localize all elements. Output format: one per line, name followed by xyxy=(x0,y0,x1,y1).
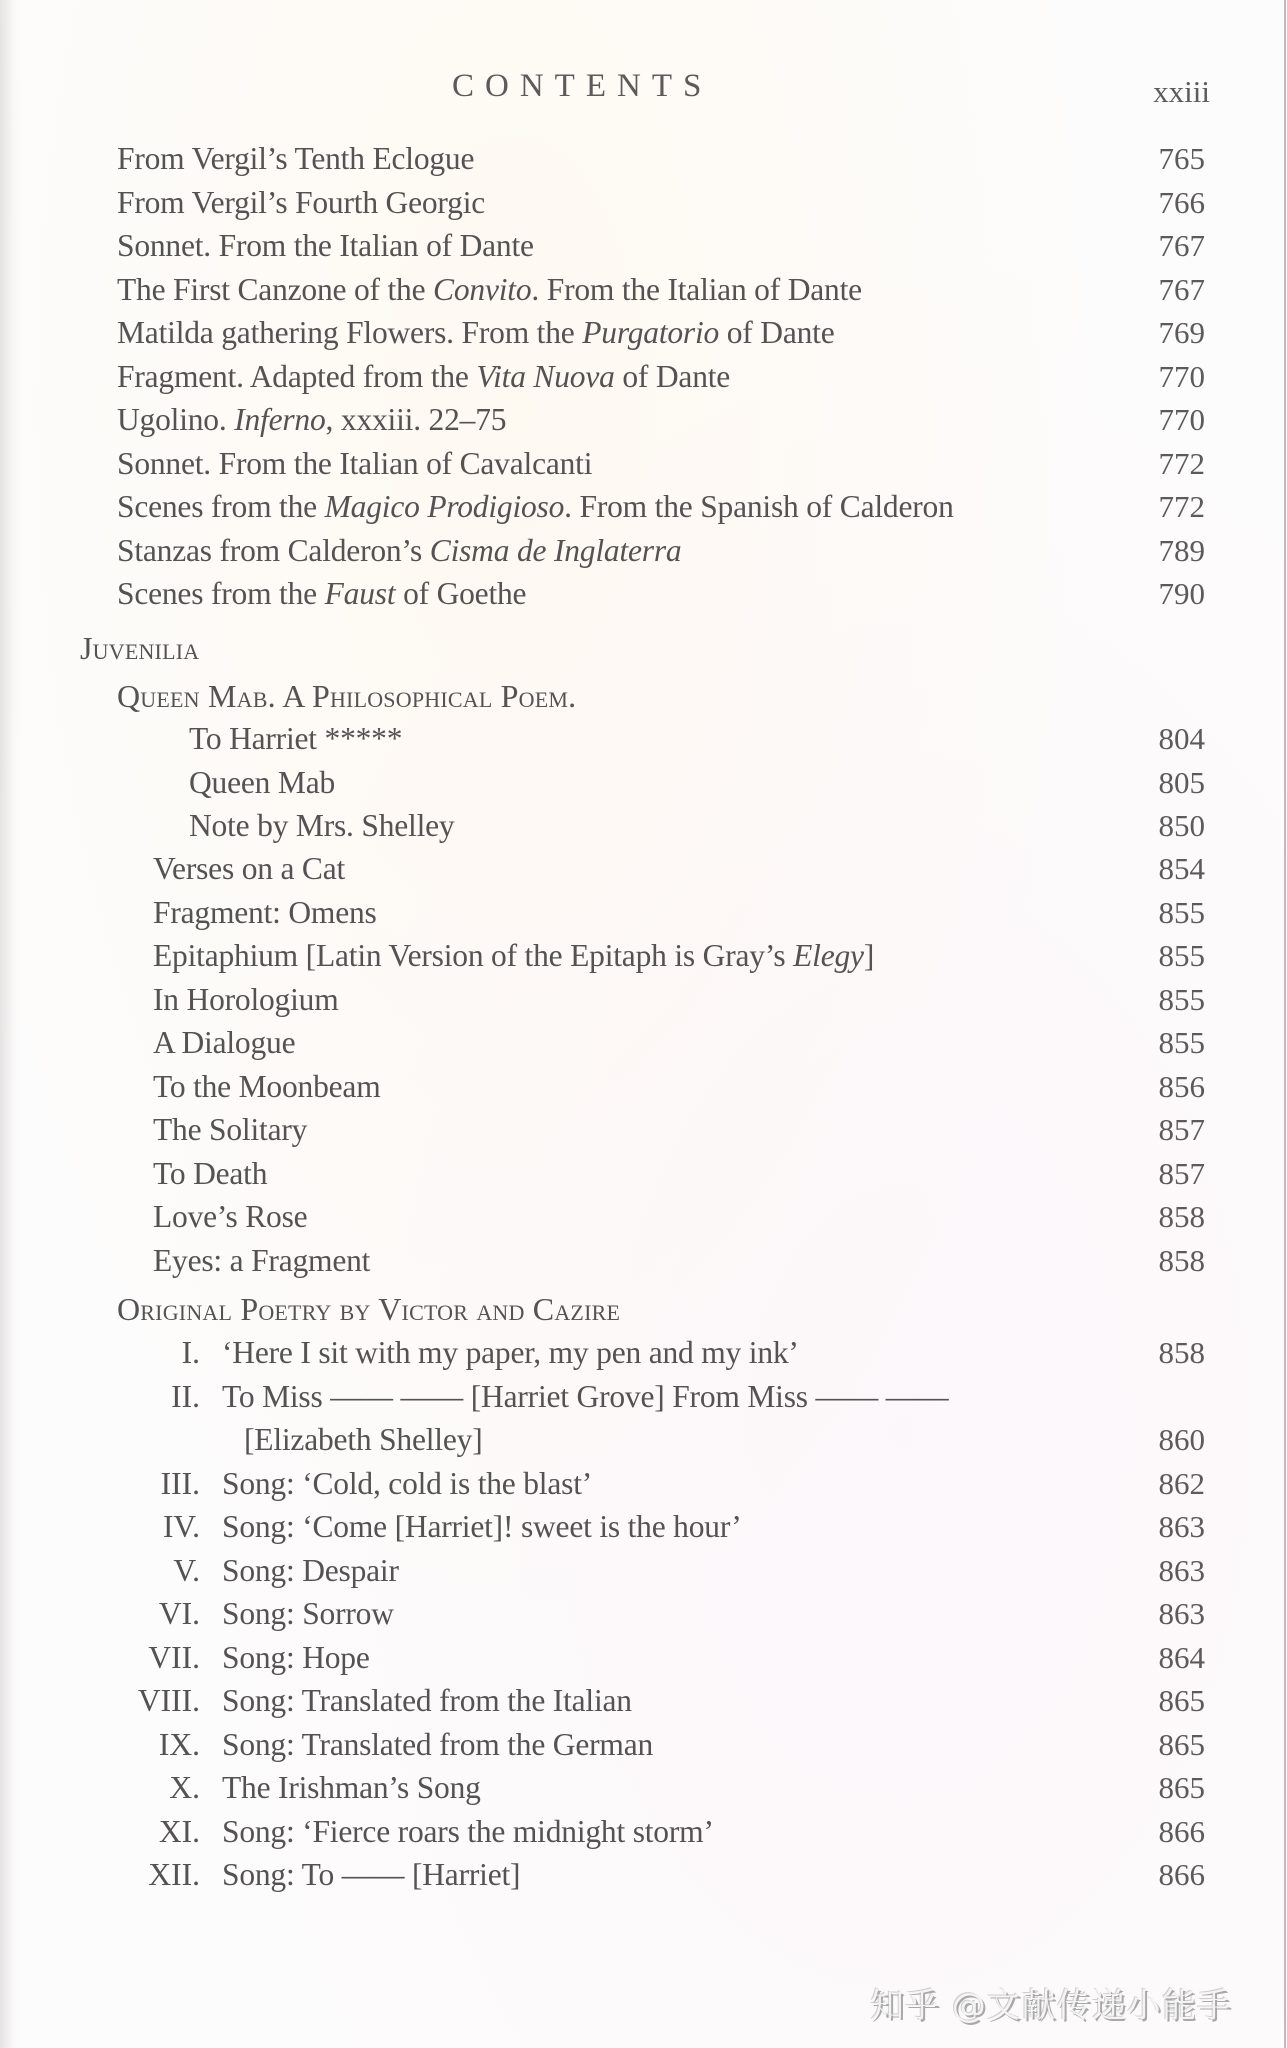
toc-entry xyxy=(0,1195,1287,1239)
toc-entry xyxy=(0,1810,1287,1854)
toc-entry xyxy=(0,1462,1287,1506)
roman-numeral: XII. xyxy=(148,1857,200,1892)
page-number: 864 xyxy=(1158,1639,1205,1675)
toc-entry xyxy=(0,181,1287,225)
page-number: 770 xyxy=(1158,402,1205,437)
title-text: . From the Spanish of Calderon xyxy=(564,489,954,524)
entry-title xyxy=(222,1505,742,1549)
title-text: Sonnet. From the Italian of Cavalcanti xyxy=(117,445,593,481)
title-text: Scenes from the xyxy=(117,576,325,611)
title-text: In Horologium xyxy=(153,981,339,1017)
roman-numeral: VII. xyxy=(148,1639,200,1675)
title-text: of Goethe xyxy=(395,576,527,611)
toc-entry xyxy=(0,1766,1287,1810)
page-number: 854 xyxy=(1158,851,1205,886)
page-number: 790 xyxy=(1158,576,1205,611)
title-text: of Dante xyxy=(614,358,731,394)
page-number: 772 xyxy=(1158,489,1205,524)
toc-entry xyxy=(0,1549,1287,1593)
title-text: Song: Translated from the Italian xyxy=(222,1683,632,1718)
toc-entry xyxy=(0,761,1287,805)
roman-numeral: I. xyxy=(181,1335,200,1370)
toc-entry xyxy=(0,891,1287,935)
entry-title xyxy=(153,934,874,978)
toc-entry xyxy=(0,224,1287,268)
page-number: 857 xyxy=(1158,1155,1205,1191)
page-number: 770 xyxy=(1158,358,1205,394)
page-number: 863 xyxy=(1158,1552,1205,1588)
entry-title xyxy=(153,847,345,891)
page-number: 866 xyxy=(1158,1857,1205,1892)
entry-title xyxy=(117,311,834,355)
title-text: Scenes from the xyxy=(117,489,325,524)
entry-title xyxy=(189,761,335,805)
roman-numeral: IV. xyxy=(162,1509,200,1544)
page-number: 865 xyxy=(1158,1770,1205,1805)
title-text: From Vergil’s Tenth Eclogue xyxy=(117,141,475,176)
entry-title xyxy=(189,804,454,848)
toc-entry xyxy=(0,934,1287,978)
entry-title xyxy=(222,1723,653,1767)
entry-title xyxy=(222,1636,370,1680)
title-text: The Solitary xyxy=(153,1112,308,1147)
page-number: 804 xyxy=(1158,721,1205,756)
title-text: Fragment: Omens xyxy=(153,894,377,930)
entry-title xyxy=(222,1592,394,1636)
page-number: 855 xyxy=(1158,1025,1205,1060)
entry-title xyxy=(244,1418,482,1462)
toc-entry xyxy=(0,1679,1287,1723)
title-text: Song: ‘Cold, cold is the blast’ xyxy=(222,1465,593,1501)
page-number: 855 xyxy=(1158,938,1205,973)
entry-title xyxy=(153,891,377,935)
italic-work-title: Convito xyxy=(433,271,532,307)
subsection-heading-queen-mab xyxy=(0,674,1287,718)
toc-entry xyxy=(0,1636,1287,1680)
toc-entry xyxy=(0,1853,1287,1897)
page-number: 858 xyxy=(1158,1335,1205,1370)
italic-work-title: Faust xyxy=(324,576,396,611)
italic-work-title: Vita Nuova xyxy=(476,358,615,394)
page-number: 805 xyxy=(1158,764,1205,800)
title-text: From Vergil’s Fourth Georgic xyxy=(117,184,486,220)
section-heading-label: Juvenilia xyxy=(80,630,200,666)
toc-entry xyxy=(0,717,1287,761)
entry-title xyxy=(117,268,862,312)
title-text: To Death xyxy=(153,1155,268,1191)
title-text: Song: Hope xyxy=(222,1639,370,1675)
page-number: 850 xyxy=(1158,808,1205,843)
toc-entry xyxy=(0,572,1287,616)
entry-title xyxy=(117,137,474,181)
entry-title xyxy=(117,181,485,225)
roman-numeral: XI. xyxy=(158,1813,200,1849)
title-text: Sonnet. From the Italian of Dante xyxy=(117,228,534,263)
title-text: ‘Here I sit with my paper, my pen and my ink’ xyxy=(222,1335,799,1370)
toc-entry xyxy=(0,1239,1287,1283)
page-number: 866 xyxy=(1158,1813,1205,1849)
toc-entry xyxy=(0,485,1287,529)
entry-title xyxy=(153,1152,267,1196)
entry-title xyxy=(153,1108,307,1152)
roman-numeral: V. xyxy=(173,1552,200,1588)
title-text: Song: To —— [Harriet] xyxy=(222,1857,521,1892)
title-text: The First Canzone of the xyxy=(117,271,434,307)
title-text: Song: Despair xyxy=(222,1552,399,1588)
title-text: Eyes: a Fragment xyxy=(153,1242,371,1278)
entry-title xyxy=(222,1462,592,1506)
toc-entry xyxy=(0,804,1287,848)
page-number: 858 xyxy=(1158,1242,1205,1278)
italic-work-title: Cisma de Inglaterra xyxy=(429,532,682,568)
entry-title xyxy=(222,1853,520,1897)
entry-title xyxy=(117,485,954,529)
page-folio: xxiii xyxy=(1153,74,1210,109)
subsection-heading-label: Original Poetry by Victor and Cazire xyxy=(117,1291,621,1327)
entry-title xyxy=(117,442,592,486)
page-number: 858 xyxy=(1158,1199,1205,1234)
watermark-text: 知乎 @文献传递小能手 xyxy=(870,1986,1232,2026)
toc-entry xyxy=(0,1065,1287,1109)
page-number: 766 xyxy=(1158,184,1205,220)
title-text: Song: Sorrow xyxy=(222,1596,394,1631)
title-text: of Dante xyxy=(719,315,835,350)
title-text: Song: ‘Come [Harriet]! sweet is the hour’ xyxy=(222,1509,742,1544)
title-text: [Elizabeth Shelley] xyxy=(244,1422,483,1457)
section-heading-juvenilia xyxy=(0,626,1287,670)
roman-numeral: III. xyxy=(160,1465,200,1501)
title-text: Stanzas from Calderon’s xyxy=(117,532,430,568)
entry-title xyxy=(117,529,681,573)
toc-entry xyxy=(0,1505,1287,1549)
roman-numeral: VIII. xyxy=(137,1683,200,1718)
entry-title xyxy=(117,224,534,268)
page-number: 765 xyxy=(1158,141,1205,176)
entry-title xyxy=(153,978,339,1022)
page-number: 856 xyxy=(1158,1068,1205,1104)
title-text: Fragment. Adapted from the xyxy=(117,358,477,394)
toc-entry xyxy=(0,1723,1287,1767)
toc-entry xyxy=(0,1375,1287,1419)
entry-title xyxy=(153,1065,381,1109)
toc-entry xyxy=(0,311,1287,355)
page-number: 863 xyxy=(1158,1596,1205,1631)
page-number: 767 xyxy=(1158,228,1205,263)
toc-entry xyxy=(0,529,1287,573)
title-text: Note by Mrs. Shelley xyxy=(189,808,455,843)
italic-work-title: Elegy xyxy=(793,938,864,973)
title-text: Verses on a Cat xyxy=(153,851,346,886)
page-number: 863 xyxy=(1158,1509,1205,1544)
title-text: Song: ‘Fierce roars the midnight storm’ xyxy=(222,1813,714,1849)
entry-title xyxy=(117,398,506,442)
title-text: . From the Italian of Dante xyxy=(531,271,862,307)
page-number: 767 xyxy=(1158,271,1205,307)
title-text: The Irishman’s Song xyxy=(222,1770,481,1805)
title-text: Love’s Rose xyxy=(153,1199,308,1234)
toc-entry xyxy=(0,1152,1287,1196)
page-number: 857 xyxy=(1158,1112,1205,1147)
toc-entry xyxy=(0,978,1287,1022)
page-number: 865 xyxy=(1158,1726,1205,1762)
title-text: , xxxiii. 22–75 xyxy=(325,402,507,437)
entry-title xyxy=(117,572,526,616)
title-text: ] xyxy=(863,938,875,973)
toc-entry xyxy=(0,1418,1287,1462)
italic-work-title: Purgatorio xyxy=(582,315,720,350)
page-number: 855 xyxy=(1158,894,1205,930)
toc-entry xyxy=(0,355,1287,399)
roman-numeral: II. xyxy=(171,1378,200,1414)
roman-numeral: VI. xyxy=(158,1596,200,1631)
entry-title xyxy=(189,717,402,761)
toc-entry xyxy=(0,442,1287,486)
title-text: To the Moonbeam xyxy=(153,1068,381,1104)
running-head-title: CONTENTS xyxy=(452,68,713,104)
entry-title xyxy=(222,1331,799,1375)
toc-entry xyxy=(0,1331,1287,1375)
entry-title xyxy=(153,1195,307,1239)
italic-work-title: Inferno xyxy=(234,402,326,437)
entry-title xyxy=(153,1239,370,1283)
page-number: 772 xyxy=(1158,445,1205,481)
italic-work-title: Magico Prodigioso xyxy=(324,489,565,524)
title-text: To Miss —— —— [Harriet Grove] From Miss —— —— xyxy=(222,1378,949,1414)
subsection-heading-label: Queen Mab. A Philosophical Poem. xyxy=(117,678,577,714)
title-text: A Dialogue xyxy=(153,1025,296,1060)
running-head xyxy=(0,68,1210,108)
toc-entry xyxy=(0,847,1287,891)
entry-title xyxy=(117,355,730,399)
entry-title xyxy=(222,1375,948,1419)
title-text: To Harriet ***** xyxy=(189,721,403,756)
entry-title xyxy=(222,1549,399,1593)
toc-entry xyxy=(0,137,1287,181)
toc-entry xyxy=(0,1108,1287,1152)
page-number: 855 xyxy=(1158,981,1205,1017)
toc-entry xyxy=(0,1021,1287,1065)
entry-title xyxy=(222,1766,481,1810)
title-text: Matilda gathering Flowers. From the xyxy=(117,315,583,350)
toc-entry xyxy=(0,1592,1287,1636)
roman-numeral: IX. xyxy=(158,1726,200,1762)
page-number: 769 xyxy=(1158,315,1205,350)
toc-entry xyxy=(0,268,1287,312)
page-number: 789 xyxy=(1158,532,1205,568)
roman-numeral: X. xyxy=(169,1770,200,1805)
subsection-heading-victor-cazire xyxy=(0,1287,1287,1331)
entry-title xyxy=(153,1021,295,1065)
title-text: Queen Mab xyxy=(189,764,336,800)
title-text: Epitaphium [Latin Version of the Epitaph is Gray’s xyxy=(153,938,794,973)
title-text: Song: Translated from the German xyxy=(222,1726,654,1762)
entry-title xyxy=(222,1679,632,1723)
page-number: 862 xyxy=(1158,1465,1205,1501)
title-text: Ugolino. xyxy=(117,402,235,437)
toc-entry xyxy=(0,398,1287,442)
entry-title xyxy=(222,1810,714,1854)
page-number: 860 xyxy=(1158,1422,1205,1457)
page-number: 865 xyxy=(1158,1683,1205,1718)
